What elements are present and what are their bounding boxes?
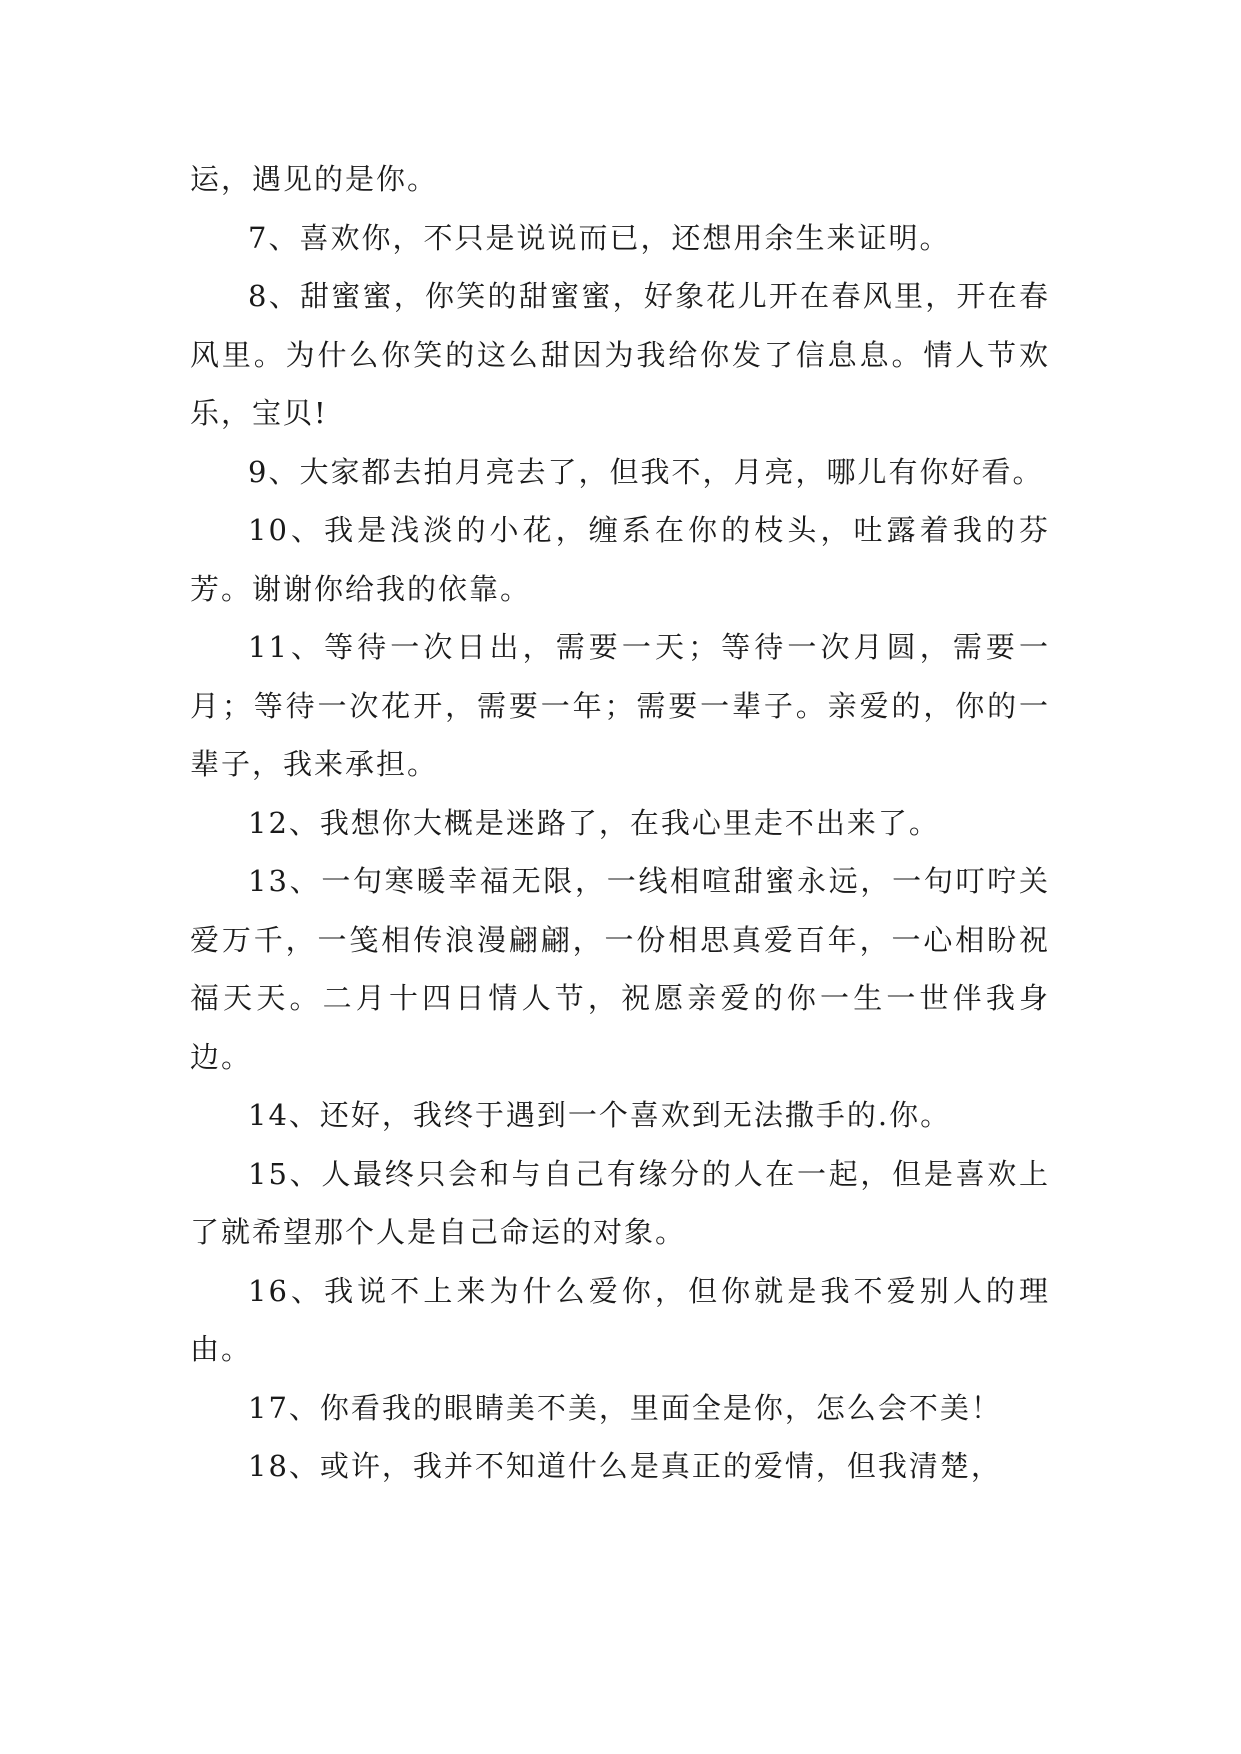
paragraph-continued: 运，遇见的是你。 (190, 162, 439, 196)
paragraph-16: 16、我说不上来为什么爱你，但你就是我不爱别人的理由。 (190, 1273, 1050, 1366)
paragraph-13: 13、一句寒暖幸福无限，一线相喧甜蜜永远，一句叮咛关爱万千，一笺相传浪漫翩翩，一份相思真爱百年，一心相盼祝福天天。二月十四日情人节，祝愿亲爱的你一生一世伴我身边。 (190, 864, 1050, 1074)
document-body (190, 150, 1050, 1496)
paragraph-15: 15、人最终只会和与自己有缘分的人在一起，但是喜欢上了就希望那个人是自己命运的对象。 (190, 1156, 1050, 1249)
paragraph-7: 7、喜欢你，不只是说说而已，还想用余生来证明。 (248, 220, 951, 255)
paragraph-18: 18、或许，我并不知道什么是真正的爱情，但我清楚， (248, 1449, 1002, 1483)
paragraph-9: 9、大家都去拍月亮去了，但我不，月亮，哪儿有你好看。 (248, 454, 1044, 489)
paragraph-17: 17、你看我的眼睛美不美，里面全是你，怎么会不美！ (248, 1390, 1002, 1425)
paragraph-14: 14、还好，我终于遇到一个喜欢到无法撒手的.你。 (248, 1098, 952, 1132)
paragraph-12: 12、我想你大概是迷路了，在我心里走不出来了。 (248, 805, 940, 840)
paragraph-10: 10、我是浅淡的小花，缠系在你的枝头，吐露着我的芬芳。谢谢你给我的依靠。 (190, 513, 1050, 606)
paragraph-11: 11、等待一次日出，需要一天；等待一次月圆，需要一月；等待一次花开，需要一年；需要一辈子。亲爱的，你的一辈子，我来承担。 (190, 630, 1050, 781)
paragraph-8: 8、甜蜜蜜，你笑的甜蜜蜜，好象花儿开在春风里，开在春风里。为什么你笑的这么甜因为我给你发了信息息。情人节欢乐，宝贝! (190, 279, 1050, 430)
